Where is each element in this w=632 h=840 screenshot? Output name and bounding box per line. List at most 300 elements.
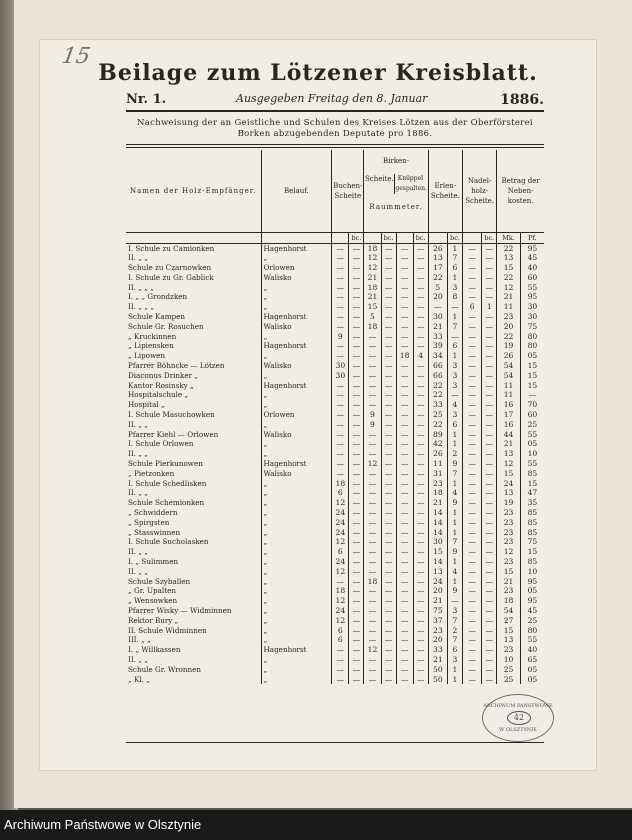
value-cell: —: [381, 655, 396, 665]
value-cell: 1: [447, 665, 462, 675]
value-cell: —: [332, 449, 349, 459]
value-cell: —: [332, 675, 349, 685]
table-row: [126, 586, 544, 596]
recipient-name-cell: III. „ „: [128, 635, 151, 645]
value-cell: 05: [520, 439, 544, 449]
value-cell: —: [332, 312, 349, 322]
value-cell: —: [482, 616, 497, 626]
value-cell: —: [396, 469, 413, 479]
table-row: [126, 263, 544, 273]
value-cell: 55: [520, 459, 544, 469]
value-cell: —: [413, 302, 428, 312]
value-cell: —: [396, 381, 413, 391]
value-cell: —: [396, 567, 413, 577]
value-cell: —: [381, 292, 396, 302]
value-cell: 25: [520, 616, 544, 626]
value-cell: —: [396, 439, 413, 449]
deputate-table-wrap: [126, 150, 544, 684]
value-cell: —: [381, 547, 396, 557]
value-cell: —: [482, 459, 497, 469]
value-cell: —: [482, 253, 497, 263]
value-cell: —: [364, 606, 381, 616]
value-cell: —: [396, 508, 413, 518]
value-cell: 15: [520, 371, 544, 381]
table-row: [126, 469, 544, 479]
value-cell: —: [462, 253, 481, 263]
recipient-name-cell: „ Stasswinnen: [128, 527, 181, 537]
value-cell: 85: [520, 508, 544, 518]
value-cell: —: [349, 341, 364, 351]
value-cell: —: [332, 253, 349, 263]
value-cell: —: [413, 361, 428, 371]
value-cell: 23: [497, 537, 521, 547]
value-cell: 95: [520, 243, 544, 253]
value-cell: —: [381, 616, 396, 626]
value-cell: —: [396, 420, 413, 430]
value-cell: —: [447, 302, 462, 312]
unit-bc-erlen: bc.: [447, 232, 462, 243]
value-cell: 13: [428, 567, 447, 577]
value-cell: —: [462, 263, 481, 273]
value-cell: —: [413, 371, 428, 381]
value-cell: 15: [520, 381, 544, 391]
value-cell: —: [364, 586, 381, 596]
value-cell: 5: [364, 312, 381, 322]
value-cell: —: [349, 488, 364, 498]
value-cell: —: [364, 518, 381, 528]
table-row: [126, 371, 544, 381]
value-cell: —: [396, 400, 413, 410]
value-cell: 15: [497, 626, 521, 636]
value-cell: —: [413, 567, 428, 577]
value-cell: —: [381, 420, 396, 430]
value-cell: 27: [497, 616, 521, 626]
value-cell: 19: [497, 341, 521, 351]
table-row: [126, 479, 544, 489]
value-cell: —: [364, 626, 381, 636]
value-cell: 24: [332, 557, 349, 567]
belauf-cell: „: [261, 635, 332, 645]
subtitle-line-2: Borken abzugebenden Deputate pro 1886.: [237, 129, 433, 139]
value-cell: 14: [428, 508, 447, 518]
belauf-cell: „: [261, 518, 332, 528]
value-cell: —: [332, 292, 349, 302]
value-cell: 33: [428, 332, 447, 342]
value-cell: —: [482, 351, 497, 361]
value-cell: 16: [497, 420, 521, 430]
table-row: [126, 302, 544, 312]
belauf-cell: „: [261, 577, 332, 587]
value-cell: —: [332, 283, 349, 293]
value-cell: 80: [520, 332, 544, 342]
table-bottom-rule: [126, 742, 544, 743]
value-cell: —: [396, 273, 413, 283]
value-cell: 7: [447, 635, 462, 645]
value-cell: 20: [428, 586, 447, 596]
belauf-cell: „: [261, 508, 332, 518]
recipient-name-cell: Pfarrer Kiehl — Orlowen: [128, 429, 219, 439]
value-cell: —: [482, 645, 497, 655]
recipient-name-cell: I. Schule Sucholasken: [128, 537, 209, 547]
value-cell: —: [349, 449, 364, 459]
value-cell: —: [482, 273, 497, 283]
value-cell: 6: [462, 302, 481, 312]
value-cell: —: [482, 655, 497, 665]
recipient-name-cell: I. Schule zu Camionken: [128, 243, 215, 253]
value-cell: —: [462, 586, 481, 596]
value-cell: —: [396, 479, 413, 489]
value-cell: 25: [497, 665, 521, 675]
value-cell: —: [413, 390, 428, 400]
value-cell: —: [381, 263, 396, 273]
col-erlen: Erlen-Scheite.: [428, 150, 462, 232]
value-cell: —: [364, 655, 381, 665]
value-cell: —: [482, 322, 497, 332]
unit-bc-birken: bc.: [381, 232, 396, 243]
value-cell: 18: [364, 322, 381, 332]
value-cell: 22: [428, 420, 447, 430]
value-cell: —: [482, 420, 497, 430]
value-cell: —: [332, 273, 349, 283]
value-cell: 13: [428, 253, 447, 263]
value-cell: —: [349, 537, 364, 547]
table-row: [126, 459, 544, 469]
value-cell: 9: [364, 420, 381, 430]
issue-number: Nr. 1.: [126, 92, 167, 107]
value-cell: —: [332, 390, 349, 400]
value-cell: 12: [332, 616, 349, 626]
table-row: [126, 312, 544, 322]
value-cell: —: [462, 361, 481, 371]
value-cell: —: [332, 322, 349, 332]
value-cell: —: [349, 292, 364, 302]
value-cell: 18: [364, 283, 381, 293]
value-cell: 12: [332, 596, 349, 606]
value-cell: —: [381, 528, 396, 538]
table-row: [126, 655, 544, 665]
value-cell: —: [462, 420, 481, 430]
value-cell: —: [413, 273, 428, 283]
value-cell: —: [381, 626, 396, 636]
value-cell: 4: [447, 400, 462, 410]
value-cell: 75: [520, 322, 544, 332]
value-cell: —: [396, 263, 413, 273]
value-cell: 11: [497, 390, 521, 400]
value-cell: —: [349, 626, 364, 636]
value-cell: 11: [428, 459, 447, 469]
value-cell: 17: [497, 410, 521, 420]
value-cell: —: [396, 616, 413, 626]
value-cell: —: [332, 381, 349, 391]
value-cell: —: [462, 341, 481, 351]
value-cell: —: [482, 430, 497, 440]
value-cell: —: [462, 439, 481, 449]
value-cell: 12: [332, 537, 349, 547]
value-cell: 80: [520, 341, 544, 351]
recipient-name-cell: II. Schule Widminnen: [128, 625, 207, 635]
value-cell: —: [381, 567, 396, 577]
value-cell: 1: [447, 273, 462, 283]
value-cell: —: [381, 361, 396, 371]
value-cell: —: [413, 626, 428, 636]
value-cell: —: [482, 243, 497, 253]
header-rule: [126, 110, 544, 112]
belauf-cell: Hagenhorst: [261, 459, 332, 469]
value-cell: 21: [428, 596, 447, 606]
value-cell: 6: [332, 635, 349, 645]
value-cell: 9: [332, 332, 349, 342]
value-cell: —: [364, 430, 381, 440]
value-cell: —: [364, 361, 381, 371]
table-row: [126, 341, 544, 351]
recipient-name-cell: I. „ Sulimmen: [128, 557, 179, 566]
value-cell: 15: [364, 302, 381, 312]
value-cell: 9: [447, 459, 462, 469]
value-cell: —: [482, 283, 497, 293]
belauf-cell: Hagenhorst: [261, 381, 332, 391]
value-cell: —: [462, 596, 481, 606]
value-cell: —: [482, 439, 497, 449]
value-cell: —: [381, 586, 396, 596]
value-cell: —: [396, 243, 413, 253]
value-cell: 30: [520, 312, 544, 322]
value-cell: —: [482, 263, 497, 273]
value-cell: —: [482, 567, 497, 577]
value-cell: —: [462, 498, 481, 508]
value-cell: 95: [520, 292, 544, 302]
value-cell: 85: [520, 518, 544, 528]
value-cell: —: [364, 479, 381, 489]
value-cell: 54: [497, 371, 521, 381]
table-row: [126, 645, 544, 655]
value-cell: —: [364, 439, 381, 449]
value-cell: —: [482, 381, 497, 391]
table-top-rule-2: [126, 147, 544, 148]
deputate-table: [126, 150, 544, 684]
value-cell: —: [482, 518, 497, 528]
value-cell: —: [364, 332, 381, 342]
value-cell: 6: [332, 488, 349, 498]
value-cell: 14: [428, 557, 447, 567]
value-cell: —: [396, 547, 413, 557]
belauf-cell: „: [261, 292, 332, 302]
value-cell: 13: [497, 449, 521, 459]
value-cell: —: [396, 665, 413, 675]
value-cell: 23: [497, 312, 521, 322]
table-row: [126, 400, 544, 410]
recipient-name-cell: Schule zu Czarnowken: [128, 263, 212, 273]
value-cell: —: [462, 332, 481, 342]
value-cell: —: [349, 518, 364, 528]
value-cell: —: [381, 488, 396, 498]
value-cell: —: [447, 390, 462, 400]
recipient-name-cell: II. „ „ „: [128, 282, 154, 292]
belauf-cell: „: [261, 420, 332, 430]
value-cell: —: [349, 312, 364, 322]
value-cell: 85: [520, 469, 544, 479]
value-cell: 3: [447, 606, 462, 616]
recipient-name-cell: „ Schwiddern: [128, 508, 178, 518]
value-cell: 18: [428, 488, 447, 498]
value-cell: —: [462, 312, 481, 322]
value-cell: 25: [428, 410, 447, 420]
value-cell: 35: [520, 498, 544, 508]
value-cell: —: [482, 332, 497, 342]
value-cell: —: [413, 528, 428, 538]
belauf-cell: „: [261, 351, 332, 361]
value-cell: —: [381, 577, 396, 587]
value-cell: 21: [497, 577, 521, 587]
value-cell: 40: [520, 263, 544, 273]
value-cell: 15: [520, 361, 544, 371]
value-cell: —: [332, 645, 349, 655]
belauf-cell: „: [261, 283, 332, 293]
value-cell: 12: [332, 498, 349, 508]
value-cell: —: [396, 283, 413, 293]
value-cell: —: [364, 488, 381, 498]
value-cell: 23: [497, 518, 521, 528]
value-cell: 1: [447, 528, 462, 538]
value-cell: —: [349, 655, 364, 665]
value-cell: —: [396, 292, 413, 302]
value-cell: —: [381, 430, 396, 440]
value-cell: 66: [428, 371, 447, 381]
value-cell: —: [364, 381, 381, 391]
value-cell: —: [349, 586, 364, 596]
value-cell: —: [364, 547, 381, 557]
value-cell: —: [349, 479, 364, 489]
value-cell: 7: [447, 616, 462, 626]
value-cell: —: [364, 557, 381, 567]
value-cell: —: [413, 292, 428, 302]
value-cell: —: [381, 439, 396, 449]
value-cell: —: [413, 332, 428, 342]
value-cell: —: [349, 381, 364, 391]
col-birken-label: Birken-: [383, 157, 410, 165]
value-cell: —: [396, 449, 413, 459]
value-cell: 6: [447, 645, 462, 655]
value-cell: —: [396, 312, 413, 322]
value-cell: —: [413, 263, 428, 273]
value-cell: —: [364, 596, 381, 606]
belauf-cell: Walisko: [261, 430, 332, 440]
recipient-name-cell: „ Kl. „: [128, 674, 150, 684]
value-cell: —: [349, 283, 364, 293]
value-cell: —: [364, 665, 381, 675]
table-row: [126, 665, 544, 675]
value-cell: —: [349, 577, 364, 587]
value-cell: 2: [447, 449, 462, 459]
value-cell: —: [413, 645, 428, 655]
value-cell: —: [396, 459, 413, 469]
value-cell: —: [332, 439, 349, 449]
value-cell: 15: [497, 263, 521, 273]
stamp-line-1: ARCHIWUM PAŃSTWOWE: [483, 703, 553, 709]
value-cell: —: [396, 596, 413, 606]
value-cell: —: [332, 430, 349, 440]
recipient-name-cell: Schule Szyballen: [128, 576, 191, 586]
belauf-cell: Hagenhorst: [261, 645, 332, 655]
value-cell: 21: [364, 292, 381, 302]
value-cell: 1: [447, 557, 462, 567]
value-cell: —: [462, 430, 481, 440]
belauf-cell: „: [261, 626, 332, 636]
value-cell: —: [462, 381, 481, 391]
value-cell: —: [381, 283, 396, 293]
recipient-name-cell: II. „ „: [128, 547, 148, 557]
value-cell: —: [413, 312, 428, 322]
value-cell: —: [381, 400, 396, 410]
value-cell: —: [332, 459, 349, 469]
table-row: [126, 273, 544, 283]
belauf-cell: „: [261, 567, 332, 577]
value-cell: 05: [520, 665, 544, 675]
value-cell: —: [396, 361, 413, 371]
value-cell: —: [413, 430, 428, 440]
belauf-cell: „: [261, 528, 332, 538]
recipient-name-cell: Schule Pierkunowen: [128, 459, 203, 469]
value-cell: —: [413, 508, 428, 518]
value-cell: 18: [332, 479, 349, 489]
table-row: [126, 567, 544, 577]
value-cell: 12: [364, 263, 381, 273]
value-cell: —: [462, 645, 481, 655]
value-cell: 05: [520, 675, 544, 685]
value-cell: 24: [332, 508, 349, 518]
value-cell: —: [381, 371, 396, 381]
value-cell: —: [482, 469, 497, 479]
value-cell: —: [462, 616, 481, 626]
value-cell: 13: [497, 635, 521, 645]
newspaper-sheet: [40, 40, 596, 770]
value-cell: 12: [497, 547, 521, 557]
value-cell: 15: [428, 547, 447, 557]
value-cell: —: [396, 635, 413, 645]
value-cell: 1: [447, 312, 462, 322]
value-cell: —: [364, 635, 381, 645]
value-cell: 1: [447, 351, 462, 361]
issue-year: 1886.: [500, 92, 544, 108]
value-cell: —: [349, 351, 364, 361]
value-cell: —: [349, 439, 364, 449]
value-cell: —: [482, 449, 497, 459]
recipient-name-cell: Schule Gr. Wronnen: [128, 664, 201, 674]
value-cell: —: [482, 626, 497, 636]
value-cell: 12: [364, 645, 381, 655]
value-cell: —: [462, 606, 481, 616]
value-cell: —: [349, 361, 364, 371]
value-cell: 05: [520, 351, 544, 361]
value-cell: 9: [364, 410, 381, 420]
recipient-name-cell: Diaconus Drinker „: [128, 370, 199, 380]
value-cell: —: [413, 655, 428, 665]
value-cell: 24: [332, 518, 349, 528]
value-cell: —: [396, 410, 413, 420]
recipient-name-cell: I. Schule zu Gr. Gablick: [128, 272, 214, 282]
value-cell: —: [482, 371, 497, 381]
recipient-name-cell: „ Gr. Upalten: [128, 586, 176, 596]
value-cell: —: [364, 528, 381, 538]
table-row: [126, 449, 544, 459]
table-row: [126, 322, 544, 332]
raummeter-label: Raummeter.: [369, 203, 423, 211]
belauf-cell: „: [261, 488, 332, 498]
value-cell: —: [462, 537, 481, 547]
value-cell: —: [462, 655, 481, 665]
value-cell: —: [381, 312, 396, 322]
value-cell: —: [482, 312, 497, 322]
value-cell: —: [349, 508, 364, 518]
